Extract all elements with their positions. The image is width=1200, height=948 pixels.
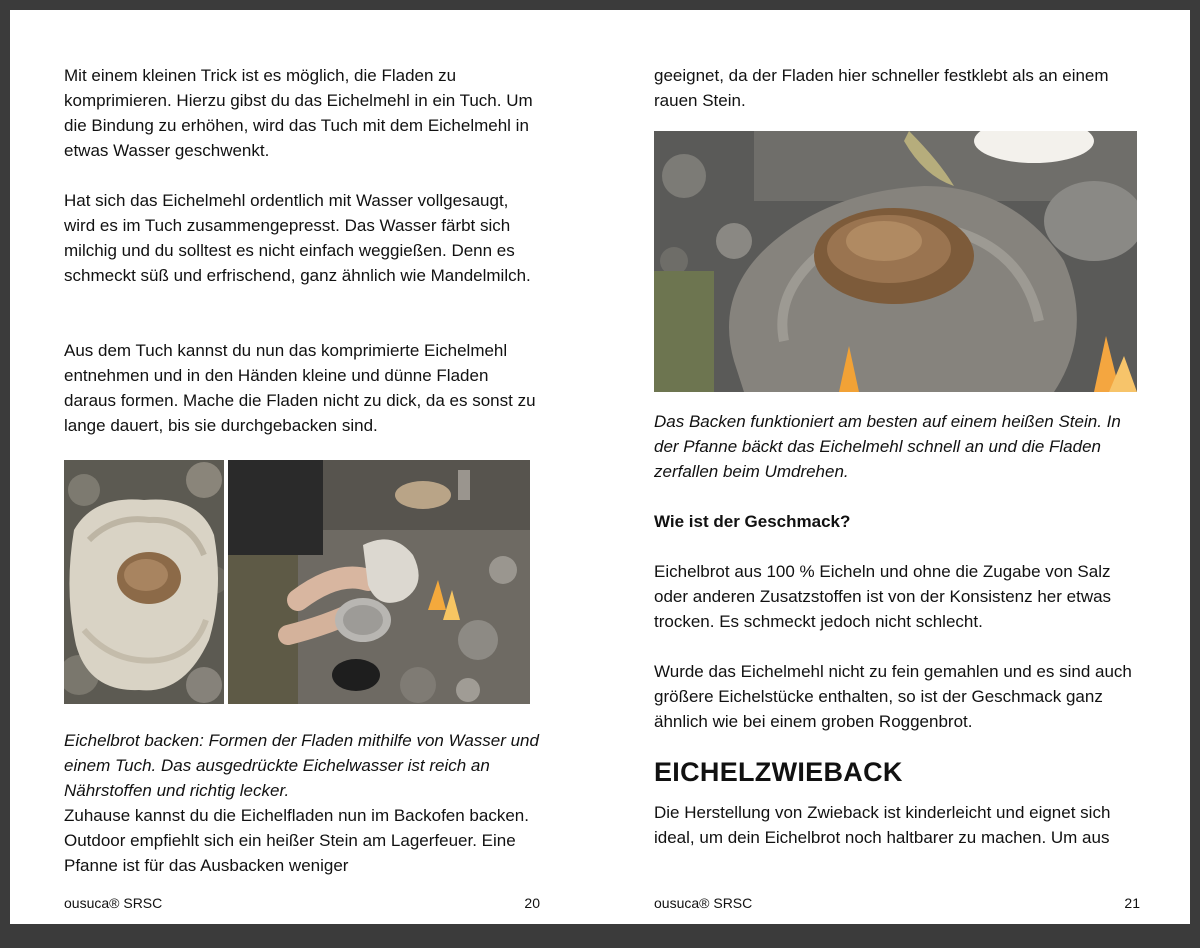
right-paragraph-1: Eichelbrot aus 100 % Eicheln und ohne die Zugabe von Salz oder anderen Zusatzstoffen ist von der Konsistenz her etwas trocken. Es schmeckt jedoch nicht schlecht. xyxy=(654,562,1112,631)
left-page xyxy=(64,10,540,924)
right-page xyxy=(654,10,1140,924)
left-photo-caption: Eichelbrot backen: Formen der Fladen mithilfe von Wasser und einem Tuch. Das ausgedrückte Eichelwasser ist reich an Nährstoffen und richtig lecker. xyxy=(64,731,539,800)
left-paragraph-1: Mit einem kleinen Trick ist es möglich, die Fladen zu komprimieren. Hierzu gibst du das Eichelmehl in ein Tuch. Um die Bindung zu erhöhen, wird das Tuch mit dem Eichelmehl in etwas Wasser geschwenkt. xyxy=(64,66,533,160)
book-spread xyxy=(10,10,1190,924)
footer-brand: ousuca® SRSC xyxy=(64,895,163,911)
left-paragraph-2: Hat sich das Eichelmehl ordentlich mit Wasser vollgesaugt, wird es im Tuch zusammengepresst. Das Wasser färbt sich milchig und du solltest es nicht einfach weggießen. Denn es schmeckt süß und erfrischend, ganz ähnlich wie Mandelmilch. xyxy=(64,191,531,285)
right-paragraph-3: Die Herstellung von Zwieback ist kinderleicht und eignet sich ideal, um dein Eichelbrot noch haltbarer zu machen. Um aus xyxy=(654,803,1111,847)
left-paragraph-3: Aus dem Tuch kannst du nun das komprimierte Eichelmehl entnehmen und in den Händen kleine und dünne Fladen daraus formen. Mache die Fladen nicht zu dick, da es sonst zu lange dauert, bis sie durchgebacken sind. xyxy=(64,341,536,435)
footer-brand: ousuca® SRSC xyxy=(654,895,753,911)
right-intro-paragraph: geeignet, da der Fladen hier schneller festklebt als an einem rauen Stein. xyxy=(654,66,1109,110)
left-paragraph-4: Zuhause kannst du die Eichelfladen nun im Backofen backen. Outdoor empfiehlt sich ein heißer Stein am Lagerfeuer. Eine Pfanne ist für das Ausbacken weniger xyxy=(64,806,529,875)
flatbread-on-stone-photo xyxy=(654,131,1137,392)
right-photo-caption: Das Backen funktioniert am besten auf einem heißen Stein. In der Pfanne bäckt das Eichelmehl schnell an und die Fladen zerfallen beim Umdrehen. xyxy=(654,412,1121,481)
left-page-footer xyxy=(64,895,540,911)
right-paragraph-2: Wurde das Eichelmehl nicht zu fein gemahlen und es sind auch größere Eichelstücke enthalten, so ist der Geschmack ganz ähnlich wie bei einem groben Roggenbrot. xyxy=(654,662,1132,731)
acorn-meal-cloth-photo xyxy=(64,460,224,704)
taste-subheading: Wie ist der Geschmack? xyxy=(654,512,851,531)
page-number: 20 xyxy=(524,895,540,911)
squeezing-cloth-photo xyxy=(228,460,530,704)
section-heading: EICHELZWIEBACK xyxy=(654,757,903,787)
right-page-footer xyxy=(654,895,1140,911)
page-number: 21 xyxy=(1124,895,1140,911)
